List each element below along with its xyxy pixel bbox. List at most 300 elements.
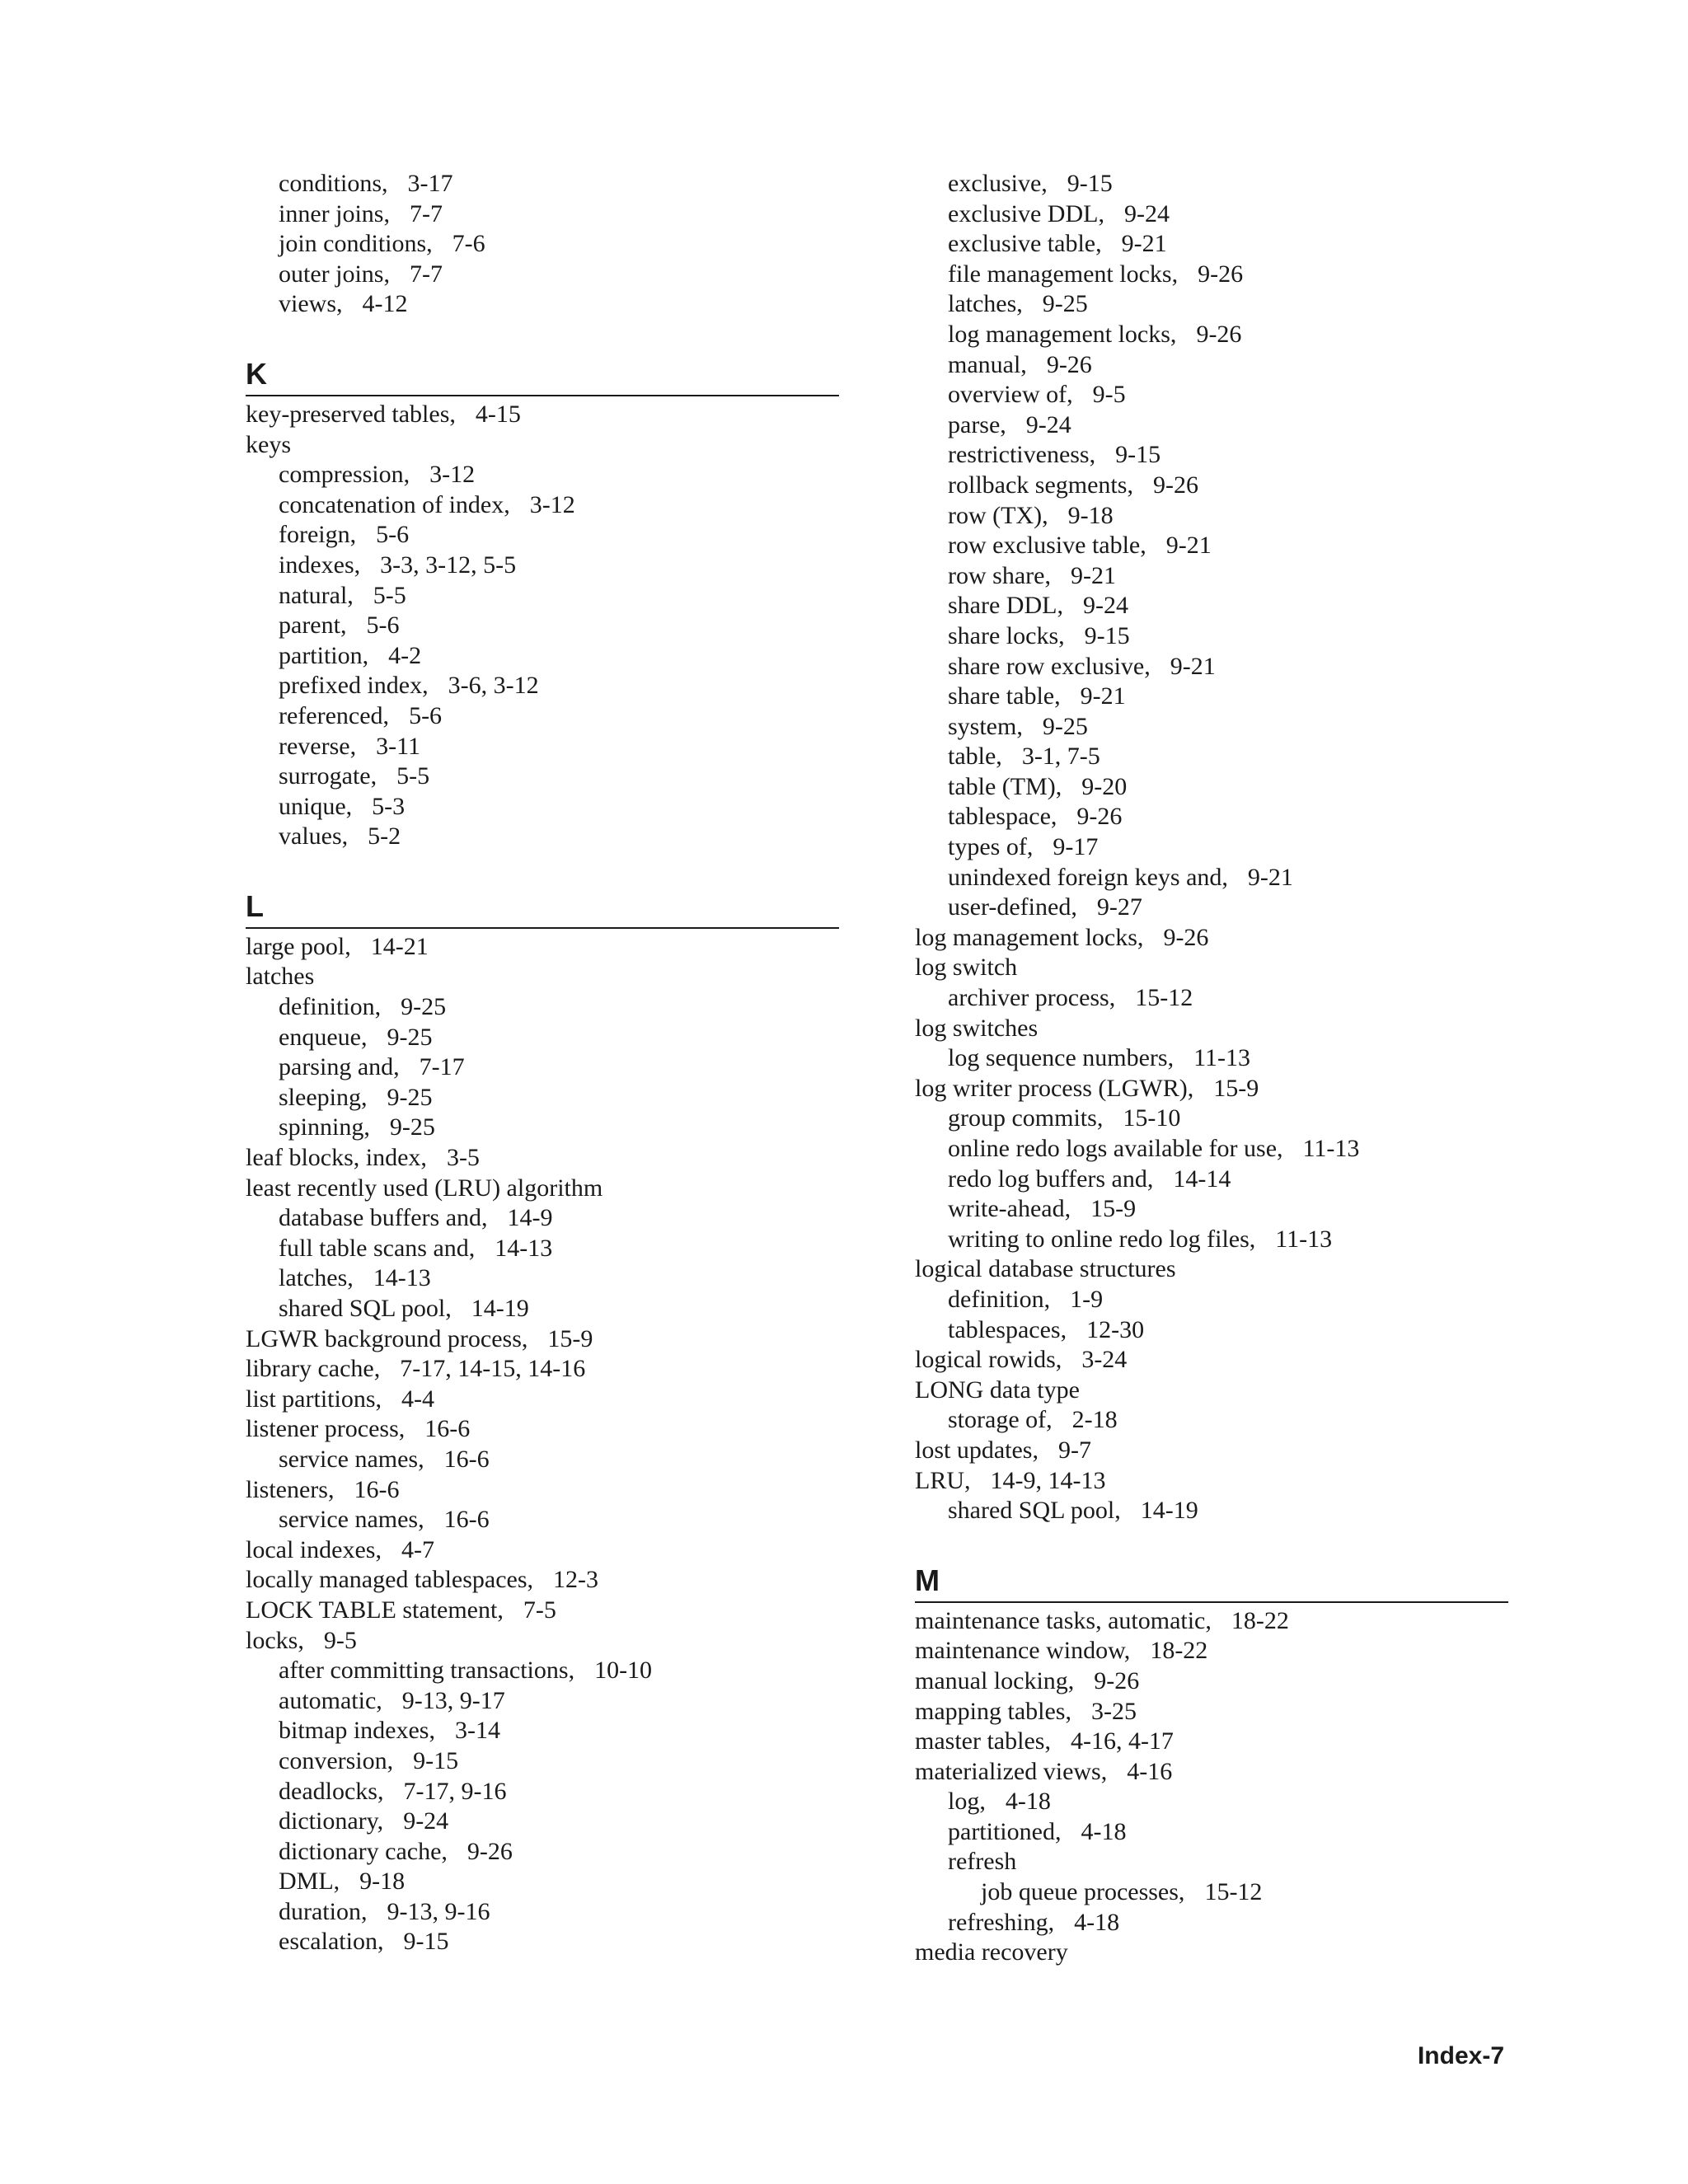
index-entry: [246, 1174, 839, 1204]
page-reference: 5-2: [368, 823, 401, 851]
index-term: latches,: [279, 1264, 354, 1292]
page-reference: 4-18: [1005, 1788, 1051, 1816]
page-reference: 14-13: [495, 1234, 553, 1262]
page-reference: 9-26: [1198, 260, 1244, 288]
page-reference: 4-7: [401, 1535, 434, 1563]
index-term: reverse,: [279, 732, 357, 760]
page-reference: 4-15: [475, 400, 521, 428]
page-reference: 14-9: [507, 1204, 553, 1232]
index-term: row exclusive table,: [948, 532, 1146, 560]
index-term: unindexed foreign keys and,: [948, 863, 1228, 891]
index-entry: [915, 260, 1508, 290]
page-reference: 9-26: [467, 1837, 513, 1865]
index-term: sleeping,: [279, 1083, 368, 1111]
index-entry: [246, 1807, 839, 1837]
page-reference: 4-4: [401, 1385, 434, 1413]
index-entry: [246, 1777, 839, 1807]
page-reference: 15-12: [1135, 984, 1193, 1012]
index-term: duration,: [279, 1897, 368, 1925]
index-entry: [915, 772, 1508, 803]
index-term: redo log buffers and,: [948, 1165, 1154, 1193]
index-term: full table scans and,: [279, 1234, 476, 1262]
page-reference: 9-17: [1053, 833, 1099, 861]
index-term: listeners,: [246, 1475, 335, 1503]
index-entry: [246, 1656, 839, 1686]
index-entry: [246, 641, 839, 672]
index-entry: [915, 1496, 1508, 1526]
page-reference: 9-21: [1165, 532, 1212, 560]
page-reference: 3-12: [429, 461, 476, 489]
index-term: table (TM),: [948, 772, 1062, 800]
index-term: definition,: [279, 993, 382, 1021]
index-entry: [915, 1345, 1508, 1376]
index-term: referenced,: [279, 701, 390, 729]
index-entry: [915, 591, 1508, 621]
index-entry: [246, 1143, 839, 1174]
index-term: share DDL,: [948, 592, 1063, 620]
index-entry: [915, 712, 1508, 743]
index-entry: [915, 1225, 1508, 1255]
index-term: dictionary,: [279, 1807, 384, 1835]
index-term: maintenance tasks, automatic,: [915, 1606, 1212, 1634]
page-reference: 9-25: [1042, 290, 1088, 318]
index-term: indexes,: [279, 551, 361, 579]
index-entry: [246, 229, 839, 260]
index-entry: [246, 1867, 839, 1897]
page-reference: 14-21: [370, 932, 429, 960]
index-entry: [915, 561, 1508, 592]
page-reference: 7-7: [410, 260, 443, 288]
index-term: keys: [246, 430, 291, 458]
index-entry: [915, 380, 1508, 410]
index-entry: [246, 1535, 839, 1566]
index-term: rollback segments,: [948, 471, 1133, 499]
index-term: compression,: [279, 461, 410, 489]
index-term: parse,: [948, 410, 1006, 438]
page-reference: 9-13, 9-16: [387, 1897, 490, 1925]
index-entry: [915, 1194, 1508, 1225]
index-term: master tables,: [915, 1727, 1051, 1755]
page-reference: 9-25: [389, 1113, 435, 1141]
index-entry: [246, 1354, 839, 1385]
index-entry: [915, 832, 1508, 863]
index-entry: [915, 893, 1508, 923]
page-reference: 16-6: [354, 1475, 400, 1503]
page-reference: 5-5: [373, 581, 406, 609]
page-reference: 14-14: [1173, 1165, 1231, 1193]
page-reference: 9-21: [1070, 561, 1116, 589]
index-entry: [246, 199, 839, 230]
index-entry: [915, 621, 1508, 652]
index-term: logical database structures: [915, 1255, 1176, 1283]
index-term: surrogate,: [279, 762, 377, 790]
page-number: Index-7: [1417, 2042, 1504, 2069]
index-entry: [246, 260, 839, 290]
index-entry: [246, 1686, 839, 1717]
index-term: service names,: [279, 1445, 424, 1473]
index-term: locks,: [246, 1626, 304, 1654]
page-reference: 9-25: [387, 1023, 433, 1051]
index-entry: [915, 320, 1508, 350]
index-entry: [246, 1263, 839, 1294]
index-term: overview of,: [948, 381, 1073, 409]
index-term: log writer process (LGWR),: [915, 1074, 1194, 1102]
index-term: least recently used (LRU) algorithm: [246, 1174, 603, 1202]
index-entry: [246, 169, 839, 199]
index-entry: [246, 1837, 839, 1868]
index-entry: [915, 471, 1508, 501]
index-term: mapping tables,: [915, 1697, 1071, 1725]
page-reference: 7-5: [523, 1596, 556, 1624]
index-term: log,: [948, 1788, 986, 1816]
index-column-left: [246, 169, 839, 1957]
index-entry: [915, 1074, 1508, 1104]
index-entry: [915, 1787, 1508, 1817]
index-entry: [246, 1475, 839, 1506]
index-entry: [915, 1606, 1508, 1637]
index-entry: [915, 983, 1508, 1014]
index-term: log management locks,: [948, 320, 1177, 348]
index-entry: [246, 932, 839, 963]
index-term: refresh: [948, 1848, 1017, 1876]
page-reference: 5-3: [372, 792, 406, 820]
index-term: group commits,: [948, 1104, 1104, 1132]
page-reference: 9-27: [1096, 893, 1142, 921]
page-reference: 4-16: [1127, 1757, 1173, 1785]
index-entry: [915, 1043, 1508, 1074]
index-entry: [915, 199, 1508, 230]
index-term: tablespace,: [948, 803, 1057, 831]
index-term: DML,: [279, 1868, 340, 1896]
index-term: exclusive table,: [948, 230, 1102, 258]
page-reference: 9-15: [413, 1746, 459, 1774]
index-term: key-preserved tables,: [246, 400, 456, 428]
index-term: deadlocks,: [279, 1777, 384, 1805]
index-entry: [246, 1294, 839, 1324]
index-term: parsing and,: [279, 1053, 400, 1081]
index-entry: [246, 1445, 839, 1475]
index-term: prefixed index,: [279, 672, 429, 700]
page-reference: 5-5: [396, 762, 430, 790]
page-reference: 14-13: [373, 1264, 431, 1292]
index-term: refreshing,: [948, 1908, 1055, 1936]
page-reference: 18-22: [1231, 1606, 1289, 1634]
page-reference: 7-17, 14-15, 14-16: [400, 1355, 586, 1383]
index-term: logical rowids,: [915, 1346, 1062, 1374]
page-reference: 11-13: [1302, 1135, 1360, 1162]
page-reference: 16-6: [443, 1506, 490, 1534]
index-entry: [246, 1505, 839, 1535]
index-entry: [915, 1938, 1508, 1968]
page-reference: 5-6: [376, 521, 410, 549]
page-reference: 4-18: [1081, 1817, 1127, 1845]
page-reference: 7-17: [419, 1053, 465, 1081]
index-term: share table,: [948, 682, 1061, 710]
index-entry: [915, 1466, 1508, 1497]
index-entry: [246, 762, 839, 792]
index-term: LRU,: [915, 1466, 971, 1494]
index-term: types of,: [948, 833, 1034, 861]
index-entry: [915, 802, 1508, 832]
index-entry: [246, 1083, 839, 1113]
page-reference: 7-7: [410, 199, 443, 227]
page-reference: 5-6: [366, 612, 400, 640]
page-reference: 5-6: [409, 701, 443, 729]
page-reference: 9-21: [1121, 230, 1167, 258]
index-term: exclusive,: [948, 170, 1048, 197]
page-reference: 9-21: [1170, 652, 1216, 680]
index-entry: [246, 1203, 839, 1234]
index-entry: [915, 923, 1508, 954]
index-term: write-ahead,: [948, 1195, 1071, 1223]
index-entry: [246, 581, 839, 612]
index-entry: [915, 1877, 1508, 1908]
index-term: online redo logs available for use,: [948, 1135, 1283, 1162]
index-entry: [246, 822, 839, 852]
index-term: outer joins,: [279, 260, 390, 288]
index-term: dictionary cache,: [279, 1837, 448, 1865]
index-entry: [915, 1436, 1508, 1466]
index-term: LGWR background process,: [246, 1324, 528, 1352]
page-reference: 3-5: [446, 1144, 480, 1172]
section-heading: K: [246, 358, 839, 396]
page-reference: 7-17, 9-16: [403, 1777, 507, 1805]
page-reference: 9-26: [1196, 320, 1242, 348]
index-term: enqueue,: [279, 1023, 368, 1051]
index-term: archiver process,: [948, 984, 1116, 1012]
index-entry: [246, 460, 839, 490]
page-reference: 9-25: [387, 1083, 433, 1111]
page-reference: 2-18: [1071, 1406, 1118, 1434]
index-entry: [915, 169, 1508, 199]
page-reference: 9-5: [323, 1626, 357, 1654]
index-term: definition,: [948, 1285, 1051, 1313]
page-reference: 3-1, 7-5: [1021, 743, 1100, 771]
page-reference: 11-13: [1193, 1044, 1250, 1072]
index-term: restrictiveness,: [948, 441, 1096, 469]
page-reference: 9-24: [1123, 199, 1170, 227]
index-term: latches: [246, 963, 315, 991]
index-term: escalation,: [279, 1928, 384, 1956]
index-entry: [246, 1565, 839, 1596]
page-reference: 1-9: [1070, 1285, 1104, 1313]
index-entry: [246, 1023, 839, 1053]
index-term: local indexes,: [246, 1535, 382, 1563]
index-term: join conditions,: [279, 230, 433, 258]
index-entry: [915, 1104, 1508, 1134]
index-entry: [246, 520, 839, 551]
index-term: row share,: [948, 561, 1051, 589]
index-entry: [915, 863, 1508, 893]
index-entry: [246, 611, 839, 641]
index-term: materialized views,: [915, 1757, 1108, 1785]
index-entry: [915, 1134, 1508, 1165]
index-term: database buffers and,: [279, 1204, 488, 1232]
index-term: row (TX),: [948, 501, 1048, 529]
page-reference: 9-26: [1076, 803, 1123, 831]
page-reference: 3-24: [1081, 1346, 1128, 1374]
index-term: manual,: [948, 350, 1027, 378]
index-entry: [246, 1052, 839, 1083]
page-reference: 9-26: [1163, 923, 1209, 951]
index-entry: [915, 1165, 1508, 1195]
index-entry: [246, 671, 839, 701]
index-term: writing to online redo log files,: [948, 1225, 1256, 1253]
index-term: parent,: [279, 612, 347, 640]
page-reference: 9-21: [1247, 863, 1293, 891]
page-reference: 7-6: [452, 230, 485, 258]
index-term: LONG data type: [915, 1376, 1080, 1404]
index-term: conversion,: [279, 1746, 394, 1774]
page-reference: 12-3: [553, 1566, 599, 1594]
page-reference: 9-26: [1152, 471, 1198, 499]
index-term: share locks,: [948, 621, 1065, 649]
index-term: unique,: [279, 792, 353, 820]
page-reference: 16-6: [443, 1445, 490, 1473]
index-term: inner joins,: [279, 199, 390, 227]
page-reference: 9-18: [1067, 501, 1114, 529]
page-reference: 4-12: [362, 290, 408, 318]
index-entry: [246, 962, 839, 992]
page-reference: 9-25: [401, 993, 447, 1021]
page-reference: 9-15: [1115, 441, 1161, 469]
index-entry: [246, 1626, 839, 1657]
index-entry: [915, 1727, 1508, 1757]
page-reference: 3-6, 3-12: [448, 672, 539, 700]
index-entry: [246, 1113, 839, 1143]
index-entry: [915, 742, 1508, 772]
index-term: after committing transactions,: [279, 1657, 575, 1685]
index-term: share row exclusive,: [948, 652, 1151, 680]
index-term: system,: [948, 712, 1023, 740]
index-entry: [246, 490, 839, 521]
page-reference: 4-18: [1074, 1908, 1120, 1936]
index-entry: [915, 682, 1508, 712]
section-heading: M: [915, 1564, 1508, 1603]
index-term: log switches: [915, 1014, 1039, 1042]
index-entry: [915, 652, 1508, 682]
index-entry: [246, 1596, 839, 1626]
page-reference: 14-19: [1140, 1497, 1198, 1525]
page-reference: 9-5: [1092, 381, 1126, 409]
index-term: LOCK TABLE statement,: [246, 1596, 504, 1624]
index-term: partitioned,: [948, 1817, 1062, 1845]
index-entry: [246, 289, 839, 320]
page-reference: 9-26: [1094, 1666, 1140, 1694]
index-term: spinning,: [279, 1113, 370, 1141]
index-entry: [915, 1014, 1508, 1044]
page-reference: 15-9: [1213, 1074, 1259, 1102]
index-term: large pool,: [246, 932, 351, 960]
page-reference: 15-9: [547, 1324, 593, 1352]
page-reference: 9-20: [1081, 772, 1128, 800]
page-reference: 9-21: [1080, 682, 1126, 710]
index-term: user-defined,: [948, 893, 1077, 921]
page-reference: 15-12: [1204, 1878, 1263, 1906]
index-entry: [246, 1746, 839, 1777]
page-reference: 9-24: [1025, 410, 1071, 438]
index-term: natural,: [279, 581, 354, 609]
index-entry: [915, 1254, 1508, 1285]
index-entry: [915, 289, 1508, 320]
page-reference: 9-25: [1042, 712, 1088, 740]
index-entry: [246, 992, 839, 1023]
index-term: service names,: [279, 1506, 424, 1534]
index-term: log switch: [915, 954, 1018, 982]
page-reference: 3-3, 3-12, 5-5: [380, 551, 517, 579]
index-term: shared SQL pool,: [279, 1295, 452, 1322]
index-entry: [915, 1847, 1508, 1877]
page-reference: 9-15: [1084, 621, 1130, 649]
index-entry: [246, 1716, 839, 1746]
index-term: locally managed tablespaces,: [246, 1566, 534, 1594]
index-term: file management locks,: [948, 260, 1179, 288]
index-entry: [246, 1385, 839, 1415]
page-reference: 10-10: [594, 1657, 653, 1685]
index-entry: [246, 400, 839, 430]
index-entry: [246, 792, 839, 823]
index-term: views,: [279, 290, 343, 318]
index-entry: [915, 1817, 1508, 1848]
index-term: media recovery: [915, 1938, 1068, 1966]
page-reference: 12-30: [1086, 1315, 1145, 1343]
page-reference: 9-7: [1058, 1436, 1091, 1464]
page-reference: 14-9, 14-13: [990, 1466, 1106, 1494]
index-entry: [246, 1234, 839, 1264]
index-term: values,: [279, 823, 349, 851]
index-term: log sequence numbers,: [948, 1044, 1175, 1072]
index-term: manual locking,: [915, 1666, 1075, 1694]
index-term: listener process,: [246, 1415, 406, 1443]
index-entry: [915, 1315, 1508, 1346]
page-reference: 9-13, 9-17: [401, 1686, 505, 1714]
index-entry: [915, 440, 1508, 471]
index-term: latches,: [948, 290, 1023, 318]
page-reference: 9-24: [403, 1807, 449, 1835]
page-reference: 16-6: [424, 1415, 471, 1443]
index-term: library cache,: [246, 1355, 381, 1383]
index-entry: [915, 350, 1508, 381]
page-reference: 9-15: [1067, 170, 1113, 197]
index-entry: [915, 1376, 1508, 1406]
index-term: job queue processes,: [981, 1878, 1185, 1906]
page-reference: 4-16, 4-17: [1070, 1727, 1174, 1755]
page-reference: 3-11: [376, 732, 420, 760]
index-entry: [915, 953, 1508, 983]
index-entry: [915, 1405, 1508, 1436]
index-term: lost updates,: [915, 1436, 1039, 1464]
index-column-right: [915, 169, 1508, 1968]
page-reference: 14-19: [471, 1295, 529, 1322]
page-reference: 9-18: [359, 1868, 406, 1896]
index-entry: [915, 531, 1508, 561]
section-heading: L: [246, 890, 839, 929]
index-term: automatic,: [279, 1686, 382, 1714]
index-entry: [246, 551, 839, 581]
page-reference: 3-14: [454, 1717, 500, 1745]
index-term: shared SQL pool,: [948, 1497, 1121, 1525]
index-entry: [246, 1897, 839, 1928]
index-term: concatenation of index,: [279, 490, 510, 518]
index-term: foreign,: [279, 521, 357, 549]
page-reference: 15-10: [1123, 1104, 1181, 1132]
index-entry: [915, 410, 1508, 441]
index-term: list partitions,: [246, 1385, 382, 1413]
page-reference: 11-13: [1275, 1225, 1333, 1253]
index-entry: [915, 1285, 1508, 1315]
page-reference: 9-24: [1082, 592, 1128, 620]
index-entry: [246, 732, 839, 762]
